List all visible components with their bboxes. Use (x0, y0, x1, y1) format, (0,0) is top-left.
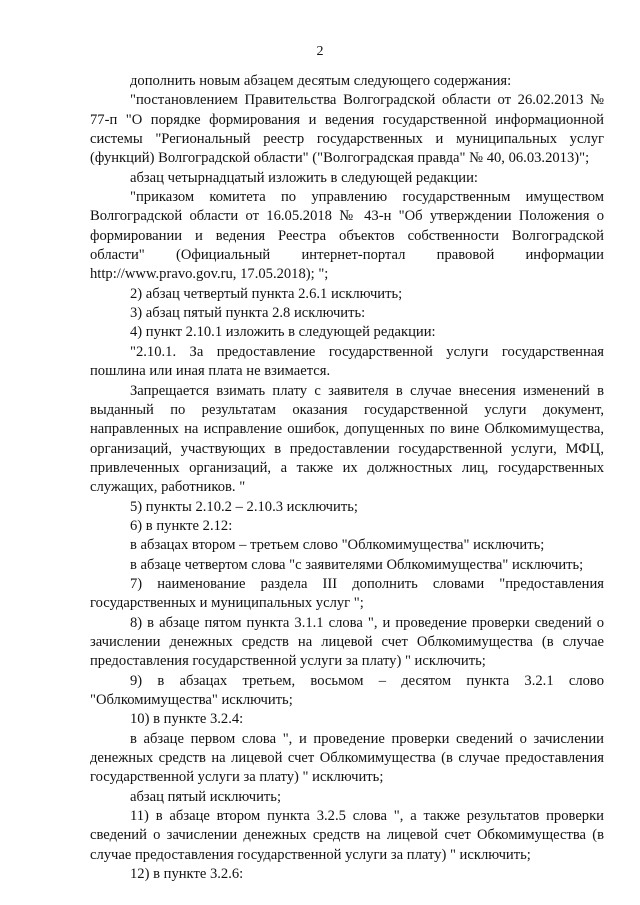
paragraph: "2.10.1. За предоставление государственной услуги государственная пошлина или иная плата не взимается. (90, 343, 604, 380)
paragraph: 4) пункт 2.10.1 изложить в следующей редакции: (130, 324, 436, 341)
paragraph: "постановлением Правительства Волгоградской области от 26.02.2013 № 77-п "О порядке формирования и ведения государственной информационной системы "Региональный реестр государственных и муниципальных услуг (функций) Волгоградской области" ("Волгоградская правда" № 40, 06.03.2013)"; (90, 92, 604, 167)
paragraph: 2) абзац четвертый пункта 2.6.1 исключить; (130, 285, 403, 302)
paragraph: 6) в пункте 2.12: (130, 517, 233, 534)
paragraph: абзац четырнадцатый изложить в следующей редакции: (130, 169, 478, 186)
paragraph: абзац пятый исключить; (130, 788, 282, 805)
paragraph: 5) пункты 2.10.2 – 2.10.3 исключить; (130, 498, 358, 515)
paragraph: в абзаце четвертом слова "с заявителями Облкомимущества" исключить; (130, 556, 584, 573)
paragraph: 8) в абзаце пятом пункта 3.1.1 слова ", и проведение проверки сведений о зачислении денежных средств на лицевой счет Облкомимущества (в случае предоставления государственной услуги за плату) " исключить; (90, 614, 604, 670)
paragraph: 3) абзац пятый пункта 2.8 исключить: (130, 305, 366, 322)
paragraph: 9) в абзацах третьем, восьмом – десятом пункта 3.2.1 слово "Облкомимущества" исключить; (90, 672, 604, 708)
paragraph: 12) в пункте 3.2.6: (130, 866, 244, 883)
paragraph: Запрещается взимать плату с заявителя в случае внесения изменений в выданный по результатам оказания государственной услуги документ, направленных на исправление ошибок, допущенных по вине Облкомимущества, организаций, участвующих в предоставлении государственной услуги, МФЦ, привлеченных организаций, а также их должностных лиц, государственных служащих, работников. " (90, 382, 604, 496)
paragraph: 11) в абзаце втором пункта 3.2.5 слова ", а также результатов проверки сведений о зачислении денежных средств на лицевой счет Обкомимущества (в случае предоставления государственной услуги за плату) " исключить; (90, 808, 604, 863)
paragraph: в абзаце первом слова ", и проведение проверки сведений о зачислении денежных средств на лицевой счет Облкомимущества (в случае предоставления государственной услуги за плату) " исключить; (90, 730, 604, 786)
paragraph: дополнить новым абзацем десятым следующего содержания: (130, 73, 512, 89)
paragraph: в абзацах втором – третьем слово "Облкомимущества" исключить; (130, 537, 545, 554)
paragraph: 10) в пункте 3.2.4: (130, 711, 244, 728)
page-number: 2 (316, 44, 324, 59)
document-body (90, 72, 604, 884)
paragraph: 7) наименование раздела III дополнить словами "предоставления государственных и муниципальных услуг "; (90, 575, 604, 612)
paragraph: "приказом комитета по управлению государственным имуществом Волгоградской области от 16.05.2018 № 43-н "Об утверждении Положения о формировании и ведения Реестра объектов собственности Волгоградской области" (Официальный интернет-портал правовой информации http://www.pravo.gov.ru, 17.05.2018); "; (90, 189, 604, 283)
